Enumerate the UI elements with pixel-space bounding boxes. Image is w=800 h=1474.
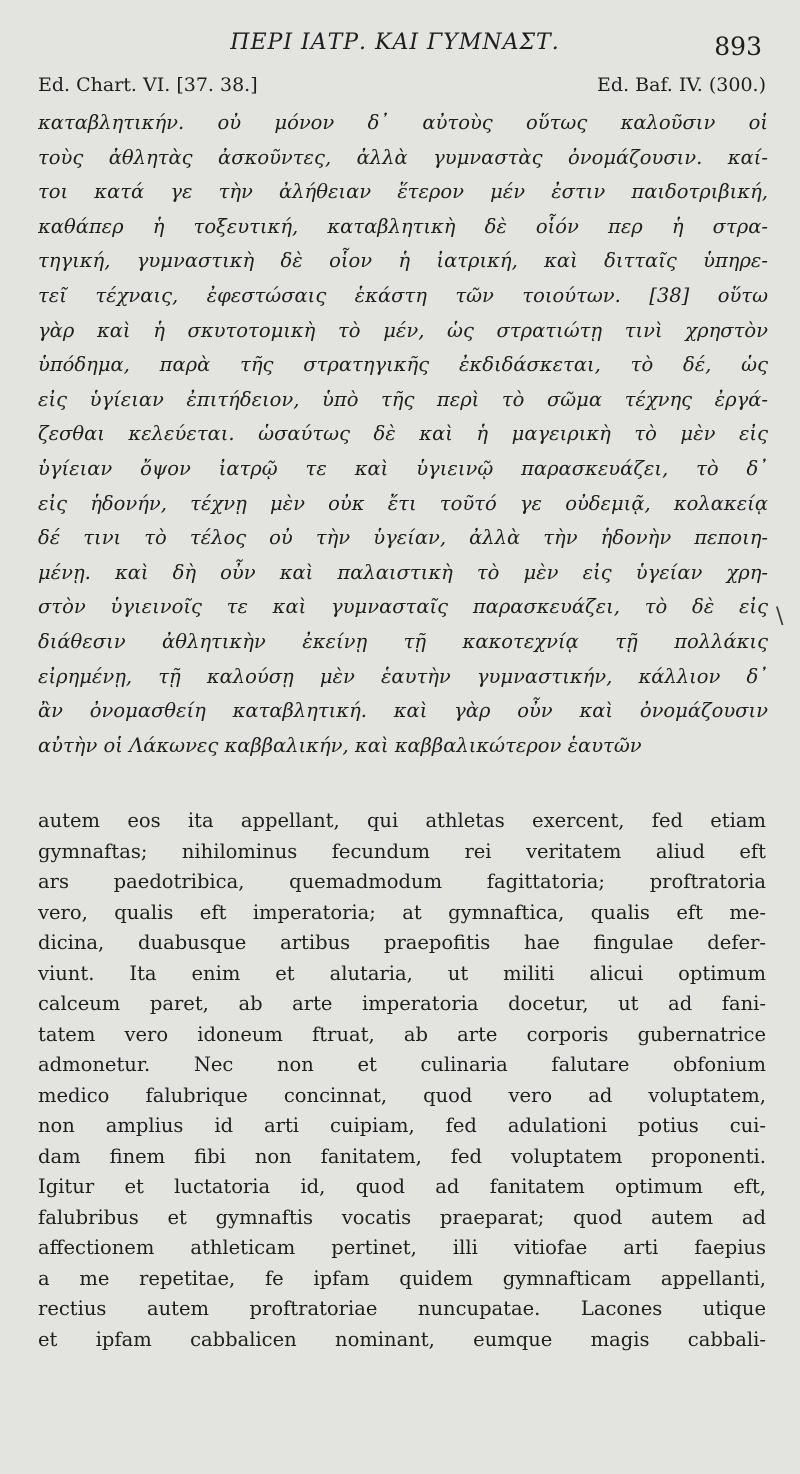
margin-mark: \ bbox=[776, 604, 784, 629]
running-head bbox=[0, 30, 800, 70]
edition-reference-line bbox=[38, 74, 766, 104]
latin-text-line: medico falubrique concinnat, quod vero ad voluptatem, bbox=[38, 1083, 766, 1107]
latin-text-line: viunt. Ita enim et alutaria, ut militi alicui optimum bbox=[38, 961, 766, 985]
latin-text-line: affectionem athleticam pertinet, illi vitiofae arti faepius bbox=[38, 1236, 766, 1259]
greek-text-line: μένῃ. καὶ δὴ οὖν καὶ παλαιστικὴ τὸ μὲν εἰς ὑγείαν χρη- bbox=[38, 560, 768, 584]
greek-text-line: καθάπερ ἡ τοξευτική, καταβλητικὴ δὲ οἷόν περ ἡ στρα- bbox=[38, 214, 768, 238]
latin-text-line: et ipfam cabbalicen nominant, eumque magis cabbali- bbox=[38, 1327, 766, 1351]
latin-text-line: a me repetitae, fe ipfam quidem gymnafticam appellanti, bbox=[38, 1266, 766, 1290]
greek-text-line: τηγική, γυμναστικὴ δὲ οἷον ἡ ἰατρική, καὶ διτταῖς ὑπηρε- bbox=[38, 249, 768, 273]
greek-text-line: αὐτὴν οἱ Λάκωνες καββαλικήν, καὶ καββαλικώτερον ἑαυτῶν bbox=[38, 733, 642, 757]
latin-text-line: Igitur et luctatoria id, quod ad fanitatem optimum eft, bbox=[38, 1175, 766, 1198]
greek-text-block bbox=[38, 106, 768, 763]
greek-text-line: ἂν ὀνομασθείη καταβλητική. καὶ γὰρ οὖν καὶ ὀνομάζουσιν bbox=[38, 699, 768, 723]
greek-text-line: εἰς ὑγίειαν ἐπιτήδειον, ὑπὸ τῆς περὶ τὸ σῶμα τέχνης ἐργά- bbox=[38, 387, 768, 411]
greek-text-line: γὰρ καὶ ἡ σκυτοτομικὴ τὸ μέν, ὡς στρατιώτῃ τινὶ χρηστὸν bbox=[38, 318, 768, 342]
latin-text-block bbox=[38, 806, 766, 1355]
latin-text-line: dicina, duabusque artibus praepofitis hae fingulae defer- bbox=[38, 931, 766, 954]
page-number: 893 bbox=[714, 32, 762, 61]
greek-text-line: διάθεσιν ἀθλητικὴν ἐκείνῃ τῇ κακοτεχνίᾳ τῇ πολλάκις bbox=[38, 629, 768, 653]
greek-text-line: τοι κατά γε τὴν ἀλήθειαν ἕτερον μέν ἐστιν παιδοτριβική, bbox=[38, 180, 768, 204]
edition-basel-reference: Ed. Baf. IV. (300.) bbox=[597, 74, 766, 96]
latin-text-line: vero, qualis eft imperatoria; at gymnaftica, qualis eft me- bbox=[38, 900, 766, 924]
greek-text-line: ὑγίειαν ὄψον ἰατρῷ τε καὶ ὑγιεινῷ παρασκευάζει, τὸ δ᾽ bbox=[38, 456, 768, 480]
running-title: ΠΕΡΙ ΙΑΤΡ. ΚΑΙ ΓΥΜΝΑΣΤ. bbox=[230, 30, 560, 55]
edition-chart-reference: Ed. Chart. VI. [37. 38.] bbox=[38, 74, 258, 96]
greek-text-line: δέ τινι τὸ τέλος οὐ τὴν ὑγείαν, ἀλλὰ τὴν ἡδονὴν πεποιη- bbox=[38, 526, 768, 550]
greek-text-line: στὸν ὑγιεινοῖς τε καὶ γυμνασταῖς παρασκευάζει, τὸ δὲ εἰς bbox=[38, 595, 768, 619]
greek-text-line: τεῖ τέχναις, ἐφεστώσαις ἑκάστη τῶν τοιούτων. [38] οὕτω bbox=[38, 283, 768, 307]
latin-text-line: ars paedotribica, quemadmodum fagittatoria; proftratoria bbox=[38, 870, 766, 893]
latin-text-line: falubribus et gymnaftis vocatis praeparat; quod autem ad bbox=[38, 1205, 766, 1229]
greek-text-line: ὑπόδημα, παρὰ τῆς στρατηγικῆς ἐκδιδάσκεται, τὸ δέ, ὡς bbox=[38, 353, 768, 377]
latin-text-line: gymnaftas; nihilominus fecundum rei veritatem aliud eft bbox=[38, 839, 766, 863]
greek-text-line: τοὺς ἀθλητὰς ἀσκοῦντες, ἀλλὰ γυμναστὰς ὀνομάζουσιν. καί- bbox=[38, 145, 768, 169]
latin-text-line: tatem vero idoneum ftruat, ab arte corporis gubernatrice bbox=[38, 1022, 766, 1046]
greek-text-line: ζεσθαι κελεύεται. ὡσαύτως δὲ καὶ ἡ μαγειρικὴ τὸ μὲν εἰς bbox=[38, 422, 768, 446]
latin-text-line: calceum paret, ab arte imperatoria docetur, ut ad fani- bbox=[38, 992, 766, 1015]
latin-text-line: autem eos ita appellant, qui athletas exercent, fed etiam bbox=[38, 809, 766, 832]
latin-text-line: non amplius id arti cuipiam, fed adulationi potius cui- bbox=[38, 1114, 766, 1137]
latin-text-line: admonetur. Nec non et culinaria falutare obfonium bbox=[38, 1053, 766, 1076]
latin-text-line: rectius autem proftratoriae nuncupatae. Lacones utique bbox=[38, 1297, 766, 1320]
greek-text-line: καταβλητικήν. οὐ μόνον δ᾽ αὐτοὺς οὕτως καλοῦσιν οἱ bbox=[38, 111, 768, 134]
greek-text-line: εἰς ἡδονήν, τέχνῃ μὲν οὐκ ἔτι τοῦτό γε οὐδεμιᾷ, κολακείᾳ bbox=[38, 491, 768, 515]
greek-text-line: εἰρημένῃ, τῇ καλούσῃ μὲν ἑαυτὴν γυμναστικήν, κάλλιον δ᾽ bbox=[38, 664, 768, 688]
latin-text-line: dam finem fibi non fanitatem, fed voluptatem proponenti. bbox=[38, 1144, 766, 1168]
